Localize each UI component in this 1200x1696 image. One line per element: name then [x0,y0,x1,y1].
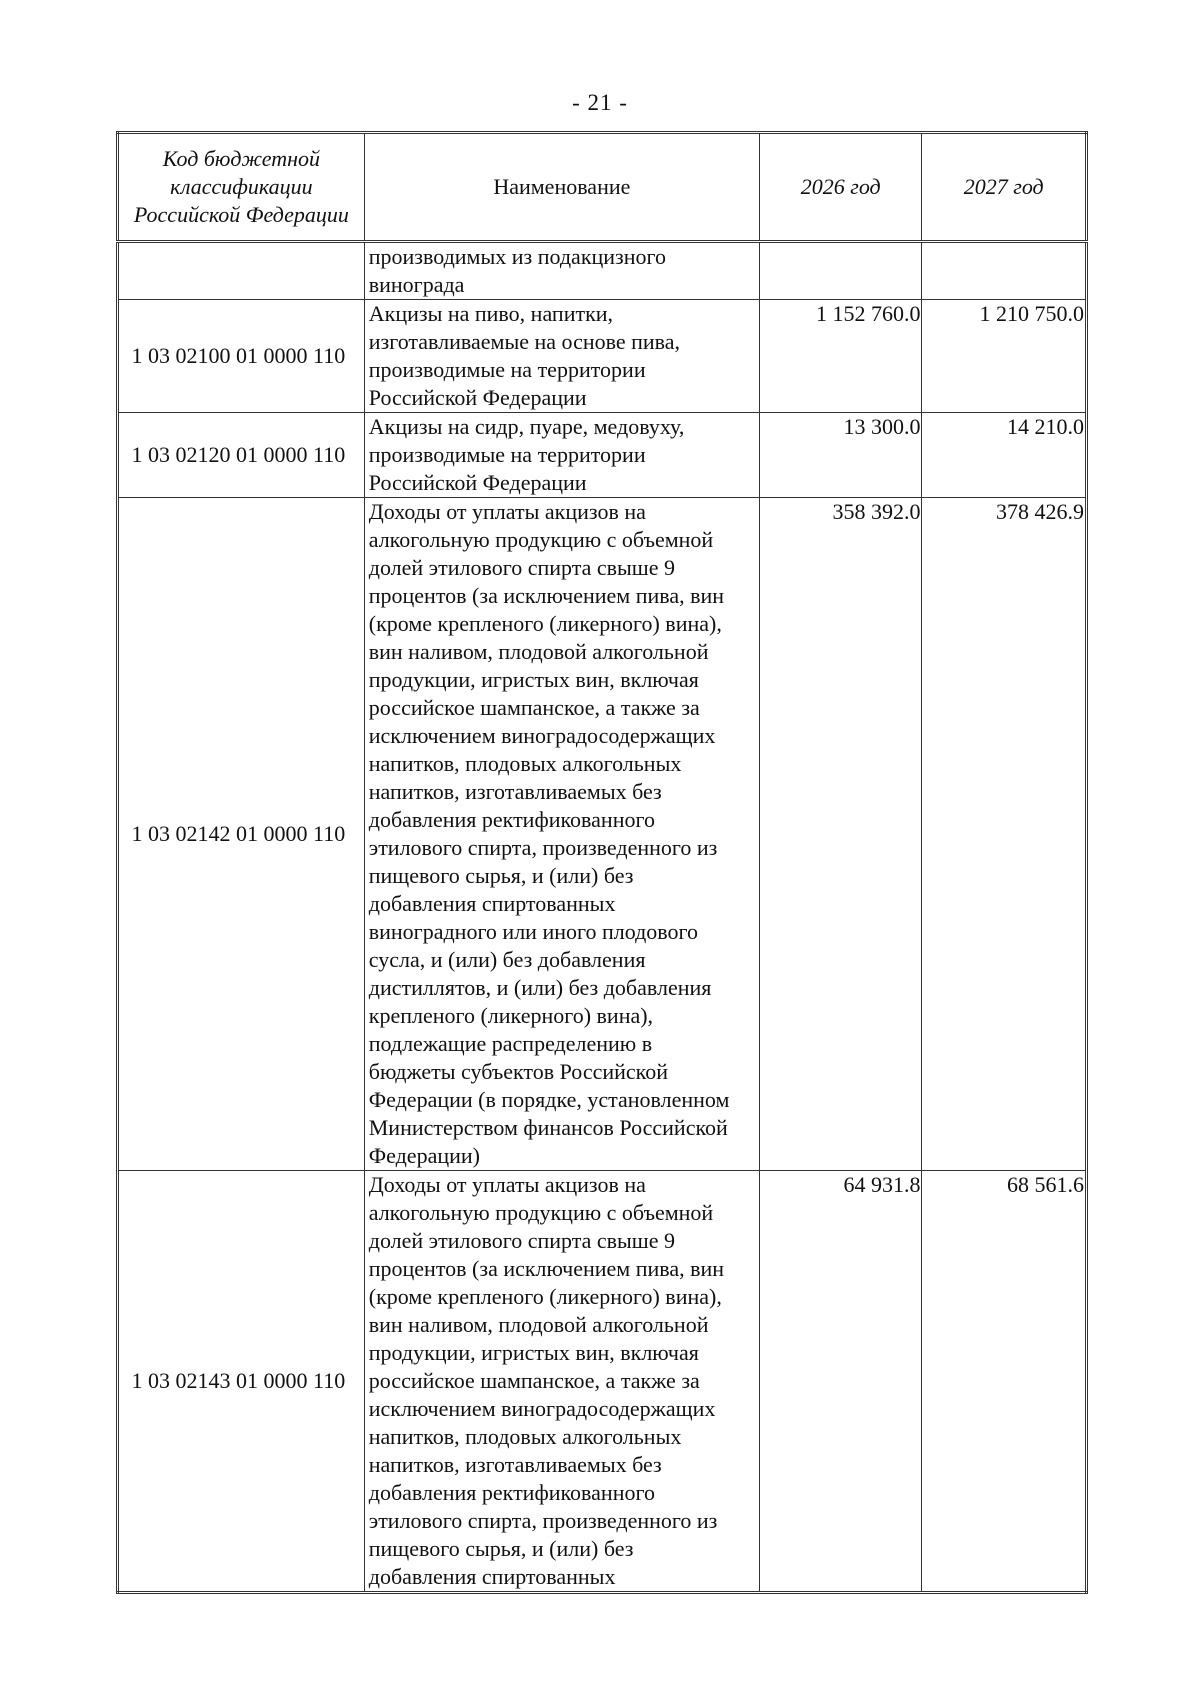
revenue-name-line: алкогольную продукцию с объемной [368,1200,714,1225]
revenue-name-line: Акцизы на пиво, напитки, [368,301,614,326]
revenue-name-line: дистиллятов, и (или) без добавления [368,975,712,1000]
revenue-name-cell [364,413,759,498]
revenue-name-line: напитков, изготавливаемых без [368,779,662,804]
revenue-name-line: добавления ректификованного [368,1480,655,1505]
table-row [118,242,1087,300]
revenue-name-line: продукции, игристых вин, включая [368,1340,699,1365]
amount-2026-cell: 1 152 760.0 [759,300,922,413]
revenue-name-line: (кроме крепленого (ликерного) вина), [368,611,722,636]
revenue-name-line: этилового спирта, произведенного из [368,1508,718,1533]
page-number: - 21 - [572,90,628,115]
revenue-name-line: изготавливаемые на основе пива, [368,329,681,354]
revenue-name-line: исключением виноградосодержащих [368,1396,716,1421]
header-year-2027: 2027 год [922,133,1087,242]
amount-2027-cell: 68 561.6 [922,1171,1087,1593]
revenue-name-line: вин наливом, плодовой алкогольной [368,639,709,664]
revenue-name-cell [364,1171,759,1593]
header-budget-code [118,133,365,242]
amount-2026-cell [759,242,922,300]
amount-2026-cell: 13 300.0 [759,413,922,498]
amount-2026-cell: 358 392.0 [759,498,922,1171]
header-code-line: Код бюджетной [162,146,320,171]
table-header-row [118,133,1087,242]
revenue-name-line: добавления спиртованных [368,1564,616,1589]
revenue-name-line: Доходы от уплаты акцизов на [368,1172,646,1197]
revenue-name-line: этилового спирта, произведенного из [368,835,718,860]
amount-2027-cell [922,242,1087,300]
revenue-name-line: российское шампанское, а также за [368,1368,700,1393]
budget-revenue-table [116,131,1088,1594]
revenue-name-line: бюджеты субъектов Российской [368,1059,669,1084]
revenue-name-line: добавления ректификованного [368,807,655,832]
revenue-name-line: добавления спиртованных [368,891,616,916]
revenue-name-line: Акцизы на сидр, пуаре, медовуху, [368,414,685,439]
revenue-name-line: долей этилового спирта свыше 9 [368,1228,675,1253]
header-year-2026: 2026 год [759,133,922,242]
revenue-name-line: исключением виноградосодержащих [368,723,716,748]
revenue-name-line: винограда [368,272,465,297]
revenue-name-line: процентов (за исключением пива, вин [368,583,725,608]
revenue-name-line: Федерации (в порядке, установленном [368,1087,730,1112]
revenue-name-line: Доходы от уплаты акцизов на [368,499,646,524]
amount-2026-cell: 64 931.8 [759,1171,922,1593]
budget-code-cell [118,242,365,300]
revenue-name-line: (кроме крепленого (ликерного) вина), [368,1284,722,1309]
revenue-name-line: алкогольную продукцию с объемной [368,527,714,552]
revenue-name-line: Министерством финансов Российской [368,1115,728,1140]
table-body [118,242,1087,1593]
revenue-name-line: российское шампанское, а также за [368,695,700,720]
budget-code-cell: 1 03 02142 01 0000 110 [118,498,365,1171]
revenue-name-line: Российской Федерации [368,470,587,495]
table-row [118,413,1087,498]
revenue-name-line: процентов (за исключением пива, вин [368,1256,725,1281]
revenue-name-cell [364,498,759,1171]
table-row [118,498,1087,1171]
revenue-name-line: напитков, плодовых алкогольных [368,1424,682,1449]
table-row [118,300,1087,413]
header-name: Наименование [364,133,759,242]
revenue-name-line: сусла, и (или) без добавления [368,947,646,972]
revenue-name-line: виноградного или иного плодового [368,919,698,944]
amount-2027-cell: 1 210 750.0 [922,300,1087,413]
revenue-name-line: производимых из подакцизного [368,244,666,269]
revenue-name-line: Российской Федерации [368,385,587,410]
budget-code-cell: 1 03 02120 01 0000 110 [118,413,365,498]
revenue-name-line: напитков, изготавливаемых без [368,1452,662,1477]
revenue-name-line: производимые на территории [368,442,646,467]
revenue-name-cell [364,300,759,413]
budget-code-cell: 1 03 02100 01 0000 110 [118,300,365,413]
revenue-name-line: вин наливом, плодовой алкогольной [368,1312,709,1337]
amount-2027-cell: 378 426.9 [922,498,1087,1171]
header-code-line: Российской Федерации [133,202,349,227]
revenue-name-line: производимые на территории [368,357,646,382]
revenue-name-line: долей этилового спирта свыше 9 [368,555,675,580]
revenue-name-line: Федерации) [368,1143,480,1168]
table-row [118,1171,1087,1593]
amount-2027-cell: 14 210.0 [922,413,1087,498]
revenue-name-line: продукции, игристых вин, включая [368,667,699,692]
budget-code-cell: 1 03 02143 01 0000 110 [118,1171,365,1593]
revenue-name-line: подлежащие распределению в [368,1031,653,1056]
revenue-name-line: пищевого сырья, и (или) без [368,1536,634,1561]
revenue-name-line: напитков, плодовых алкогольных [368,751,682,776]
revenue-name-line: крепленого (ликерного) вина), [368,1003,654,1028]
revenue-name-line: пищевого сырья, и (или) без [368,863,634,888]
header-code-line: классификации [170,174,313,199]
revenue-name-cell [364,242,759,300]
